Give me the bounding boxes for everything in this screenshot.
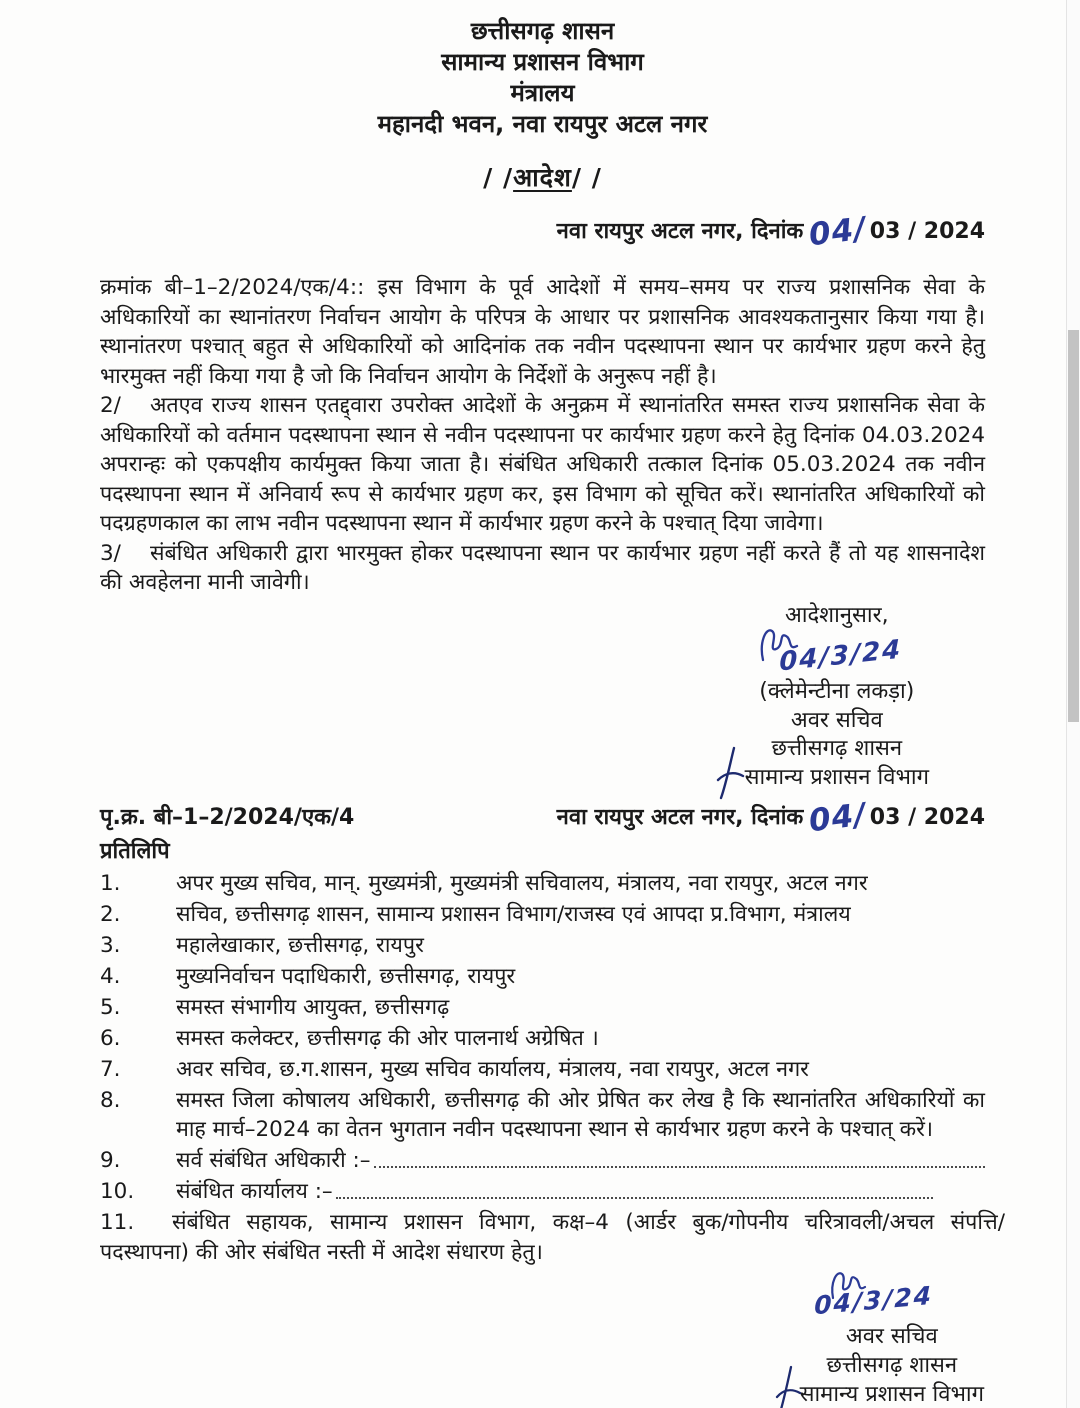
paragraph-2 [100,391,985,539]
signature-block-bottom [800,1282,984,1408]
signatory-designation: अवर सचिव [790,707,883,733]
copy-recipient-list [100,869,1005,1268]
endorsement-ref-row [100,796,985,840]
copy-item-8-text: समस्त जिला कोषालय अधिकारी, छत्तीसगढ़ की ओर प्रेषित कर लेख है कि स्थानांतरित अधिकारियों का माह मार्च–2024 का वेतन भुगतान नवीन पदस्थापना स्थान से कार्यभार ग्रहण करने के पश्चात् करें। [176,1088,985,1142]
copy-item-5 [100,993,985,1022]
header-office: मंत्रालय [510,79,575,107]
order-title-close: / / [571,163,602,192]
copy-item-8-number: 8. [100,1088,121,1113]
pen-stroke-icon [774,1365,802,1408]
copy-item-9-text: सर्व संबंधित अधिकारी :– [176,1148,371,1173]
copy-item-2-text: सचिव, छत्तीसगढ़ शासन, सामान्य प्रशासन विभाग/राजस्व एवं आपदा प्र.विभाग, मंत्रालय [176,902,851,927]
issue-date-printed: 03 / 2024 [869,219,985,244]
paragraph-3-text: संबंधित अधिकारी द्वारा भारमुक्त होकर पदस्थापना स्थान पर कार्यभार ग्रहण नहीं करते हैं तो यह शासनादेश की अवहेलना मानी जावेगी। [100,540,985,595]
copy-item-7-number: 7. [100,1057,121,1082]
copy-item-11-number: 11. [100,1210,135,1235]
signatory-org: छत्तीसगढ़ शासन [771,736,903,761]
copy-item-2 [100,900,985,929]
signatory-designation-bottom: अवर सचिव [845,1324,938,1349]
issue-date-line [100,210,985,254]
copy-item-2-number: 2. [100,902,121,927]
copy-item-6 [100,1024,985,1053]
signatory-name: (क्लेमेन्टीना लकड़ा) [759,679,915,704]
pen-stroke-icon [715,746,745,800]
copy-item-3-number: 3. [100,933,121,958]
order-body [100,273,985,598]
signatory-dept: सामान्य प्रशासन विभाग [744,764,929,790]
signature-block-top [745,602,929,793]
handwritten-day: 04/ [807,210,869,254]
copy-item-10-text: संबंधित कार्यालय :– [176,1179,333,1204]
copy-item-7 [100,1055,985,1084]
header-government: छत्तीसगढ़ शासन [470,17,615,45]
handwritten-signature-bottom [800,1282,984,1322]
handwritten-date-bottom: 04/3/24 [813,1280,933,1321]
copy-item-3-text: महालेखाकार, छत्तीसगढ़, रायपुर [176,933,424,958]
by-order-label: आदेशानुसार, [784,602,889,628]
endorsement-date-line [556,796,985,840]
handwritten-date-top: 04/3/24 [778,634,902,678]
endorsement-ref-number: पृ.क्र. बी–1–2/2024/एक/4 [100,805,355,830]
signatory-dept-bottom: सामान्य प्रशासन विभाग [799,1382,984,1407]
copy-item-5-text: समस्त संभागीय आयुक्त, छत्तीसगढ़ [176,995,450,1020]
copy-to-heading: प्रतिलिपि [100,839,170,864]
copy-item-8 [100,1086,985,1144]
copy-item-9 [100,1146,985,1175]
signatory-dept-line-bottom [800,1380,984,1408]
order-title-word: आदेश [513,163,572,192]
copy-item-10 [100,1177,985,1206]
copy-item-4-text: मुख्यनिर्वाचन पदाधिकारी, छत्तीसगढ़, रायपुर [176,964,516,989]
copy-item-1-text: अपर मुख्य सचिव, मान्. मुख्यमंत्री, मुख्यमंत्री सचिवालय, मंत्रालय, नवा रायपुर, अटल नगर [176,871,868,896]
dotted-leader [374,1165,985,1168]
copy-item-6-number: 6. [100,1026,121,1051]
copy-item-10-number: 10. [100,1179,135,1204]
issue-date-label: नवा रायपुर अटल नगर, दिनांक [556,219,804,244]
signatory-org-bottom: छत्तीसगढ़ शासन [826,1353,958,1378]
handwritten-signature-top [745,630,929,678]
order-title [100,160,985,194]
paragraph-2-text: अतएव राज्य शासन एतद्द्वारा उपरोक्त आदेशों के अनुक्रम में स्थानांतरित समस्त राज्य प्रशासनिक सेवा के अधिकारियों को वर्तमान पदस्थापना स्थान से नवीन पदस्थापना पर कार्यभार ग्रहण करने हेतु दिनांक 04.03.2024 अपरान्हः को एकपक्षीय कार्यमुक्त किया जाता है। संबंधित अधिकारी तत्काल दिनांक 05.03.2024 तक नवीन पदस्थापना स्थान में अनिवार्य रूप से कार्यभार ग्रहण कर, इस विभाग को सूचित करें। स्थानांतरित अधिकारियों को पदग्रहणकाल का लाभ नवीन पदस्थापना स्थान में कार्यभार ग्रहण करने के पश्चात् दिया जावेगा। [100,393,985,536]
paragraph-1-text: क्रमांक बी–1–2/2024/एक/4:: इस विभाग के पूर्व आदेशों में समय–समय पर राज्य प्रशासनिक सेवा के अधिकारियों का स्थानांतरण निर्वाचन आयोग के परिपत्र के आधार पर प्रशासनिक आवश्यकतानुसार किया गया है। स्थानांतरण पश्चात् बहुत से अधिकारियों को आदिनांक तक नवीन पदस्थापना स्थान पर कार्यभार ग्रहण करने हेतु भारमुक्त नहीं किया गया है जो कि निर्वाचन आयोग के निर्देशों के अनुरूप नहीं है। [100,275,985,389]
copy-item-11-text: संबंधित सहायक, सामान्य प्रशासन विभाग, कक्ष–4 (आर्डर बुक/गोपनीय चरित्रावली/अचल संपत्ति/पदस्थापना) की ओर संबंधित नस्ती में आदेश संधारण हेतु। [100,1210,1005,1265]
endorsement-date-label: नवा रायपुर अटल नगर, दिनांक [556,805,804,830]
paragraph-1 [100,273,985,391]
signatory-dept-line [745,764,929,793]
copy-item-6-text: समस्त कलेक्टर, छत्तीसगढ़ की ओर पालनार्थ अग्रेषित । [176,1026,599,1051]
endorsement-date-printed: 03 / 2024 [869,805,985,830]
vertical-scrollbar[interactable] [1066,0,1080,1408]
scrollbar-thumb[interactable] [1068,330,1079,722]
copy-item-4 [100,962,985,991]
copy-item-1-number: 1. [100,871,121,896]
header-address: महानदी भवन, नवा रायपुर अटल नगर [377,110,708,138]
paragraph-2-number: 2/ [100,393,121,418]
header-department: सामान्य प्रशासन विभाग [441,48,644,76]
paragraph-3 [100,539,985,598]
copy-item-4-number: 4. [100,964,121,989]
dotted-leader [336,1196,933,1199]
copy-item-11 [100,1208,1005,1268]
handwritten-day-2: 04/ [807,796,869,840]
copy-item-5-number: 5. [100,995,121,1020]
paragraph-3-number: 3/ [100,540,121,566]
copy-item-7-text: अवर सचिव, छ.ग.शासन, मुख्य सचिव कार्यालय, मंत्रालय, नवा रायपुर, अटल नगर [176,1057,809,1082]
copy-item-9-number: 9. [100,1148,121,1173]
copy-item-3 [100,931,985,960]
copy-item-1 [100,869,985,898]
order-title-open: / / [483,163,514,192]
